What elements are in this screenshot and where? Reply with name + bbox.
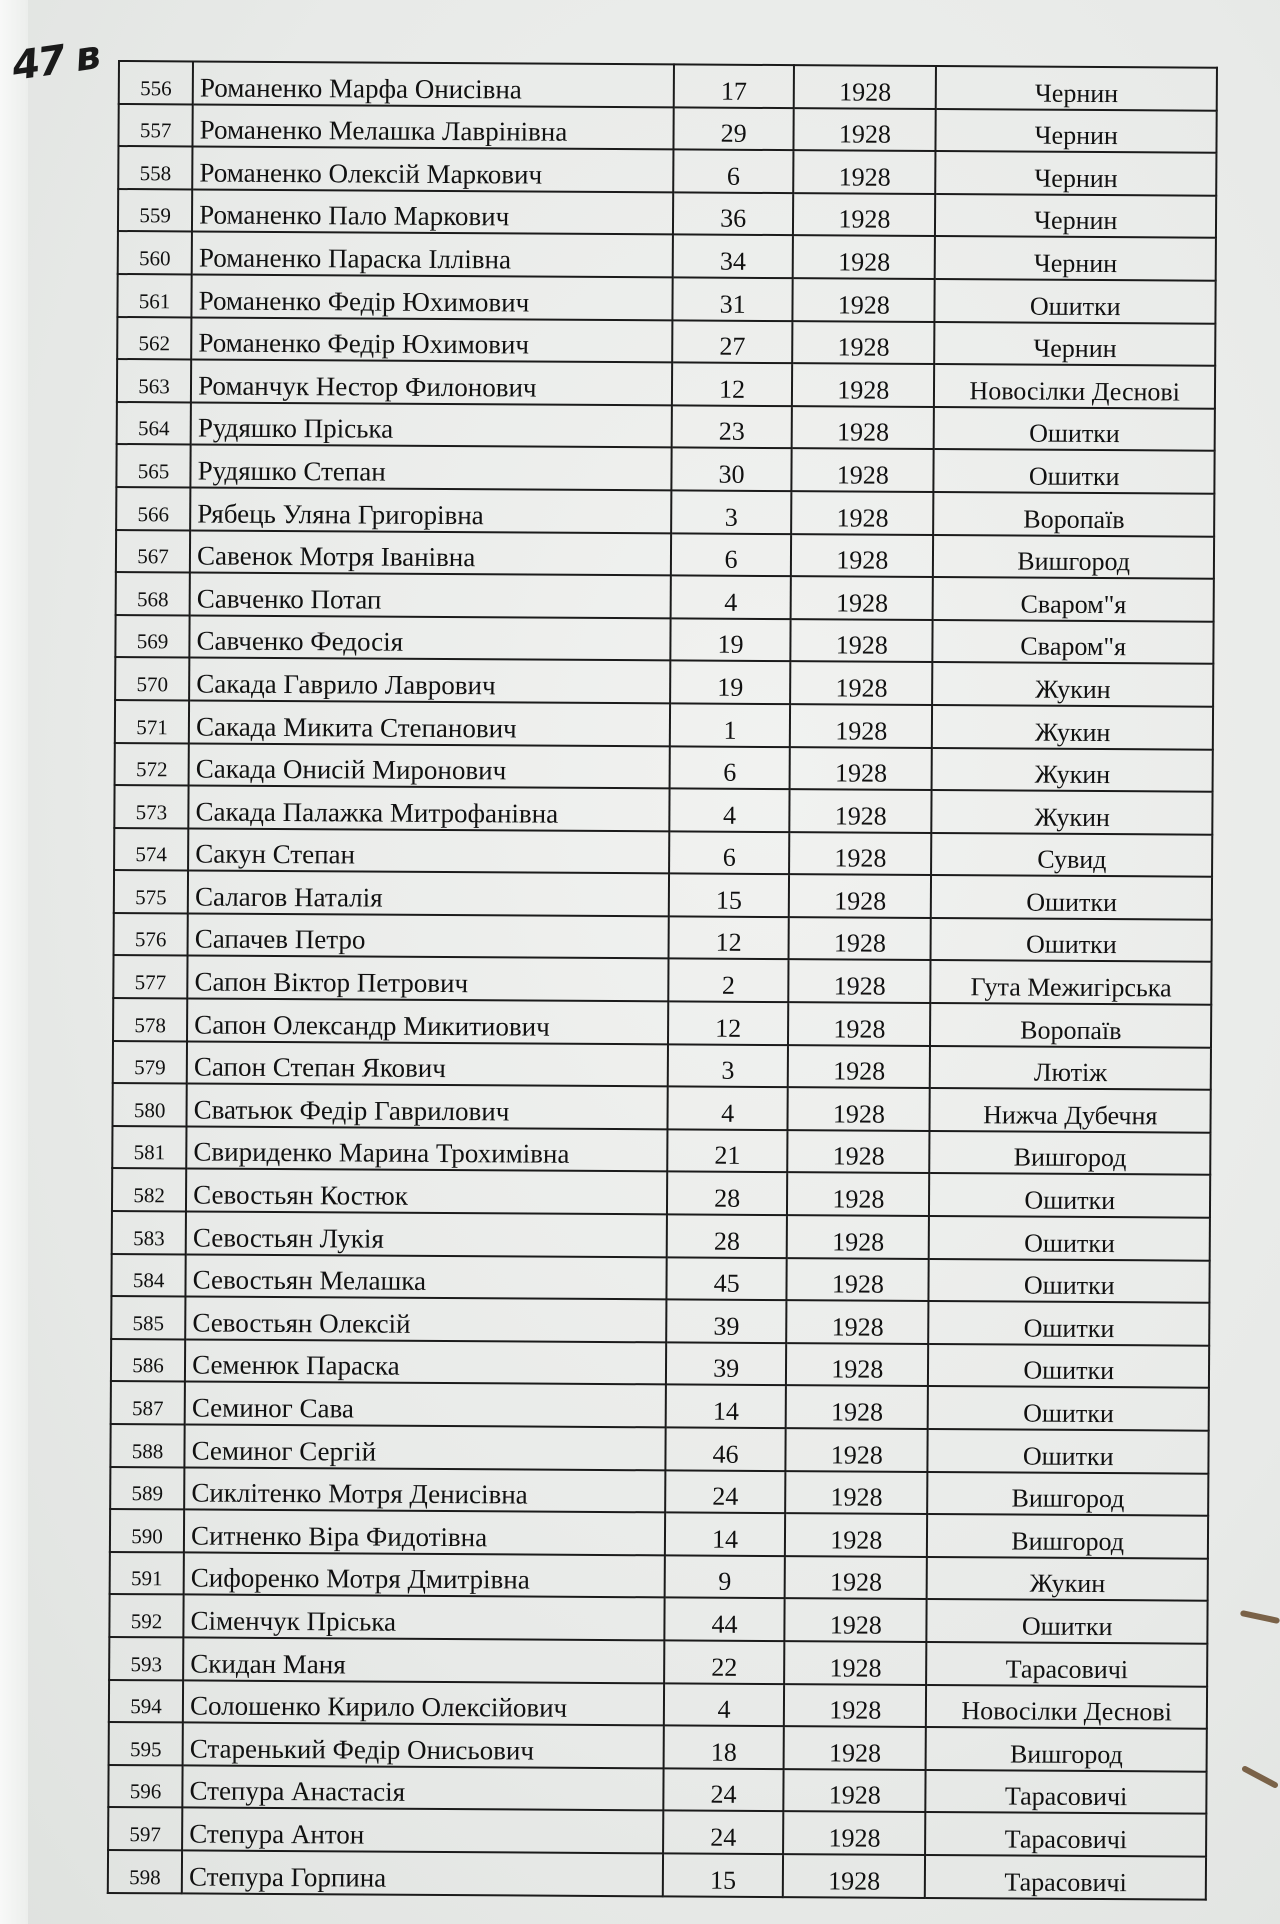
row-number: 568 <box>116 572 190 615</box>
row-number: 556 <box>119 61 193 104</box>
year-value: 1928 <box>786 1386 929 1429</box>
age-value: 3 <box>671 490 791 533</box>
year-value: 1928 <box>785 1556 928 1599</box>
year-value: 1928 <box>784 1726 927 1769</box>
village-name: Тарасовичі <box>925 1855 1206 1899</box>
row-number: 569 <box>115 615 189 658</box>
year-value: 1928 <box>785 1513 928 1556</box>
person-name: Севостьян Костюк <box>186 1169 667 1215</box>
row-number: 567 <box>116 530 190 573</box>
year-value: 1928 <box>792 448 935 491</box>
person-name: Степура Горпина <box>182 1850 663 1896</box>
age-value: 6 <box>671 533 791 576</box>
village-name: Сувид <box>932 833 1213 877</box>
table-row <box>118 104 1216 153</box>
village-name: Вишгород <box>927 1514 1208 1558</box>
person-name: Рудяшко Пріська <box>191 402 672 448</box>
row-number: 561 <box>117 274 191 317</box>
person-name: Сватьюк Федір Гаврилович <box>187 1084 668 1130</box>
village-name: Вишгород <box>926 1727 1207 1771</box>
age-value: 22 <box>664 1640 784 1683</box>
village-name: Жукин <box>932 790 1213 834</box>
year-value: 1928 <box>787 1215 930 1258</box>
age-value: 19 <box>670 618 790 661</box>
age-value: 12 <box>669 916 789 959</box>
year-value: 1928 <box>791 491 934 534</box>
table-row <box>115 615 1213 664</box>
village-name: Ошитки <box>928 1429 1209 1473</box>
age-value: 24 <box>663 1768 783 1811</box>
age-value: 6 <box>673 150 793 193</box>
person-name: Сапачев Петро <box>188 913 669 959</box>
age-value: 36 <box>673 192 793 235</box>
year-value: 1928 <box>788 1087 931 1130</box>
row-number: 560 <box>118 231 192 274</box>
table-row <box>110 1467 1208 1516</box>
person-name: Савченко Потап <box>190 573 671 619</box>
year-value: 1928 <box>790 789 933 832</box>
age-value: 24 <box>663 1811 783 1854</box>
table-row <box>113 1041 1211 1090</box>
age-value: 4 <box>669 788 789 831</box>
year-value: 1928 <box>792 363 935 406</box>
year-value: 1928 <box>793 236 936 279</box>
age-value: 45 <box>666 1257 786 1300</box>
person-name: Романенко Мелашка Лаврінівна <box>193 104 674 150</box>
person-name: Сакада Микита Степанович <box>189 700 670 746</box>
village-name: Ошитки <box>931 875 1212 919</box>
village-name: Новосілки Деснові <box>934 364 1215 408</box>
row-number: 598 <box>108 1850 182 1893</box>
person-name: Сакада Онисій Миронович <box>189 743 670 789</box>
village-name: Ошитки <box>935 279 1216 323</box>
year-value: 1928 <box>785 1471 928 1514</box>
village-name: Ошитки <box>929 1259 1210 1303</box>
age-value: 2 <box>668 959 788 1002</box>
table-row <box>115 700 1213 749</box>
person-name: Сиклітенко Мотря Денисівна <box>184 1467 665 1513</box>
age-value: 9 <box>665 1555 785 1598</box>
year-value: 1928 <box>785 1598 928 1641</box>
age-value: 28 <box>667 1214 787 1257</box>
age-value: 1 <box>670 703 790 746</box>
person-name: Романенко Марфа Онисівна <box>193 61 674 107</box>
age-value: 18 <box>664 1726 784 1769</box>
person-name: Рудяшко Степан <box>191 445 672 491</box>
age-value: 4 <box>671 576 791 619</box>
table-row <box>116 572 1214 621</box>
village-name: Ошитки <box>928 1386 1209 1430</box>
age-value: 31 <box>672 277 792 320</box>
person-name: Сифоренко Мотря Дмитрівна <box>184 1552 665 1598</box>
row-number: 559 <box>118 189 192 232</box>
village-name: Вишгород <box>928 1472 1209 1516</box>
village-name: Ошитки <box>929 1301 1210 1345</box>
row-number: 583 <box>112 1211 186 1254</box>
person-name: Севостьян Мелашка <box>186 1254 667 1300</box>
row-number: 585 <box>111 1296 185 1339</box>
table-row <box>117 317 1215 366</box>
year-value: 1928 <box>787 1258 930 1301</box>
age-value: 14 <box>665 1513 785 1556</box>
village-name: Чернин <box>935 194 1216 238</box>
table-row <box>108 1807 1206 1856</box>
age-value: 34 <box>673 235 793 278</box>
year-value: 1928 <box>790 704 933 747</box>
person-name: Сакун Степан <box>188 828 669 874</box>
village-name: Чернин <box>936 109 1217 153</box>
person-name: Скидан Маня <box>183 1637 664 1683</box>
table-row <box>115 657 1213 706</box>
table-row <box>118 231 1216 280</box>
person-name: Сакада Палажка Митрофанівна <box>188 786 669 832</box>
village-name: Жукин <box>932 705 1213 749</box>
table-row <box>112 1168 1210 1217</box>
row-number: 597 <box>108 1807 182 1850</box>
year-value: 1928 <box>794 65 937 108</box>
row-number: 581 <box>112 1126 186 1169</box>
year-value: 1928 <box>784 1769 927 1812</box>
year-value: 1928 <box>786 1343 929 1386</box>
village-name: Чернин <box>935 236 1216 280</box>
village-name: Чернин <box>936 66 1217 110</box>
age-value: 19 <box>670 661 790 704</box>
year-value: 1928 <box>794 108 937 151</box>
age-value: 29 <box>673 107 793 150</box>
person-name: Романчук Нестор Филонович <box>191 360 672 406</box>
person-name: Севостьян Олексій <box>185 1297 666 1343</box>
binding-thread-mark <box>1241 1765 1279 1789</box>
age-value: 21 <box>667 1129 787 1172</box>
village-name: Тарасовичі <box>926 1770 1207 1814</box>
village-name: Новосілки Деснові <box>926 1685 1207 1729</box>
year-value: 1928 <box>793 150 936 193</box>
year-value: 1928 <box>786 1428 929 1471</box>
row-number: 582 <box>112 1168 186 1211</box>
table-row <box>109 1680 1207 1729</box>
row-number: 594 <box>109 1680 183 1723</box>
village-name: Нижча Дубечня <box>930 1088 1211 1132</box>
table-row <box>110 1424 1208 1473</box>
village-name: Ошитки <box>929 1216 1210 1260</box>
row-number: 584 <box>111 1254 185 1297</box>
village-name: Свaром"я <box>933 577 1214 621</box>
person-name: Салагов Наталія <box>188 871 669 917</box>
person-name: Савенок Мотря Іванівна <box>190 530 671 576</box>
year-value: 1928 <box>792 321 935 364</box>
village-name: Гута Межигірська <box>931 960 1212 1004</box>
year-value: 1928 <box>787 1130 930 1173</box>
age-value: 24 <box>665 1470 785 1513</box>
village-name: Чернин <box>936 151 1217 195</box>
table-row <box>109 1637 1207 1686</box>
row-number: 572 <box>115 742 189 785</box>
year-value: 1928 <box>784 1641 927 1684</box>
village-name: Свaром"я <box>933 620 1214 664</box>
person-name: Сакада Гаврило Лаврович <box>189 658 670 704</box>
table-row <box>118 189 1216 238</box>
table-row <box>109 1722 1207 1771</box>
table-row <box>112 1211 1210 1260</box>
row-number: 565 <box>116 444 190 487</box>
age-value: 30 <box>671 448 791 491</box>
age-value: 4 <box>667 1087 787 1130</box>
row-number: 563 <box>117 359 191 402</box>
row-number: 591 <box>110 1552 184 1595</box>
table-row <box>117 359 1215 408</box>
village-name: Ошитки <box>934 407 1215 451</box>
table-row <box>110 1509 1208 1558</box>
table-row <box>118 146 1216 195</box>
age-value: 39 <box>666 1300 786 1343</box>
year-value: 1928 <box>791 576 934 619</box>
age-value: 44 <box>664 1598 784 1641</box>
year-value: 1928 <box>787 1173 930 1216</box>
year-value: 1928 <box>793 278 936 321</box>
table-row <box>111 1381 1209 1430</box>
person-name: Семиног Сава <box>185 1382 666 1428</box>
age-value: 12 <box>672 363 792 406</box>
table-row <box>110 1552 1208 1601</box>
person-name: Свириденко Марина Трохимівна <box>186 1126 667 1172</box>
person-name: Солошенко Кирило Олексійович <box>183 1680 664 1726</box>
registry-table <box>107 60 1218 1900</box>
village-name: Жукин <box>927 1557 1208 1601</box>
age-value: 46 <box>665 1427 785 1470</box>
village-name: Жукин <box>933 662 1214 706</box>
village-name: Воропаїв <box>934 492 1215 536</box>
year-value: 1928 <box>790 661 933 704</box>
row-number: 588 <box>110 1424 184 1467</box>
row-number: 577 <box>113 955 187 998</box>
year-value: 1928 <box>791 534 934 577</box>
age-value: 6 <box>669 831 789 874</box>
age-value: 6 <box>670 746 790 789</box>
village-name: Чернин <box>935 322 1216 366</box>
year-value: 1928 <box>783 1854 926 1897</box>
age-value: 27 <box>672 320 792 363</box>
person-name: Романенко Пало Маркович <box>192 189 673 235</box>
table-row <box>117 402 1215 451</box>
table-row <box>114 828 1212 877</box>
table-row <box>109 1594 1207 1643</box>
table-row <box>116 530 1214 579</box>
age-value: 17 <box>674 64 794 107</box>
year-value: 1928 <box>788 960 931 1003</box>
row-number: 570 <box>115 657 189 700</box>
age-value: 3 <box>668 1044 788 1087</box>
village-name: Вишгород <box>930 1131 1211 1175</box>
person-name: Романенко Федір Юхимович <box>191 317 672 363</box>
table-row <box>108 1765 1206 1814</box>
row-number: 574 <box>114 828 188 871</box>
person-name: Семенюк Параска <box>185 1339 666 1385</box>
village-name: Воропаїв <box>930 1003 1211 1047</box>
row-number: 557 <box>118 104 192 147</box>
row-number: 593 <box>109 1637 183 1680</box>
table-row <box>114 913 1212 962</box>
row-number: 578 <box>113 998 187 1041</box>
person-name: Сапон Степан Якович <box>187 1041 668 1087</box>
village-name: Жукин <box>932 747 1213 791</box>
row-number: 571 <box>115 700 189 743</box>
age-value: 39 <box>666 1342 786 1385</box>
year-value: 1928 <box>792 406 935 449</box>
person-name: Степура Антон <box>182 1808 663 1854</box>
year-value: 1928 <box>784 1684 927 1727</box>
row-number: 589 <box>110 1467 184 1510</box>
table-row <box>114 870 1212 919</box>
table-row <box>113 955 1211 1004</box>
table-row <box>116 444 1214 493</box>
row-number: 579 <box>113 1041 187 1084</box>
year-value: 1928 <box>789 917 932 960</box>
table-row <box>117 274 1215 323</box>
person-name: Старенький Федір Онисьович <box>183 1723 664 1769</box>
village-name: Лютіж <box>930 1046 1211 1090</box>
village-name: Ошитки <box>927 1599 1208 1643</box>
year-value: 1928 <box>789 874 932 917</box>
table-row <box>114 785 1212 834</box>
year-value: 1928 <box>791 619 934 662</box>
year-value: 1928 <box>786 1300 929 1343</box>
row-number: 575 <box>114 870 188 913</box>
registry-table-body <box>108 61 1217 1899</box>
row-number: 590 <box>110 1509 184 1552</box>
person-name: Савченко Федосія <box>189 615 670 661</box>
person-name: Сіменчук Пріська <box>183 1595 664 1641</box>
binding-thread-mark <box>1240 1610 1280 1624</box>
handwritten-folio-mark: 47 в <box>9 32 102 90</box>
village-name: Ошитки <box>929 1173 1210 1217</box>
person-name: Семиног Сергій <box>185 1424 666 1470</box>
village-name: Ошитки <box>928 1344 1209 1388</box>
age-value: 12 <box>668 1001 788 1044</box>
village-name: Тарасовичі <box>926 1812 1207 1856</box>
table-row <box>115 742 1213 791</box>
row-number: 564 <box>117 402 191 445</box>
person-name: Ситненко Віра Фидотівна <box>184 1510 665 1556</box>
table-row <box>113 998 1211 1047</box>
person-name: Романенко Федір Юхимович <box>192 274 673 320</box>
row-number: 558 <box>118 146 192 189</box>
row-number: 576 <box>114 913 188 956</box>
person-name: Степура Анастасія <box>182 1765 663 1811</box>
table-row <box>111 1339 1209 1388</box>
row-number: 566 <box>116 487 190 530</box>
age-value: 15 <box>669 874 789 917</box>
table-row <box>116 487 1214 536</box>
age-value: 15 <box>663 1853 783 1896</box>
age-value: 23 <box>672 405 792 448</box>
row-number: 587 <box>111 1381 185 1424</box>
village-name: Вишгород <box>933 535 1214 579</box>
person-name: Романенко Олексій Маркович <box>192 147 673 193</box>
person-name: Романенко Параска Іллівна <box>192 232 673 278</box>
person-name: Сапон Олександр Микитиович <box>187 999 668 1045</box>
binding-edge <box>0 0 28 1924</box>
year-value: 1928 <box>783 1811 926 1854</box>
table-row <box>119 61 1217 110</box>
village-name: Ошитки <box>931 918 1212 962</box>
table-row <box>111 1296 1209 1345</box>
age-value: 28 <box>667 1172 787 1215</box>
year-value: 1928 <box>789 832 932 875</box>
row-number: 573 <box>114 785 188 828</box>
row-number: 596 <box>108 1765 182 1808</box>
village-name: Ошитки <box>934 449 1215 493</box>
village-name: Тарасовичі <box>927 1642 1208 1686</box>
table-row <box>108 1850 1206 1899</box>
year-value: 1928 <box>790 747 933 790</box>
age-value: 14 <box>666 1385 786 1428</box>
person-name: Сапон Віктор Петрович <box>187 956 668 1002</box>
row-number: 592 <box>109 1594 183 1637</box>
year-value: 1928 <box>793 193 936 236</box>
table-row <box>112 1126 1210 1175</box>
age-value: 4 <box>664 1683 784 1726</box>
person-name: Севостьян Лукія <box>186 1211 667 1257</box>
year-value: 1928 <box>788 1002 931 1045</box>
table-row <box>112 1083 1210 1132</box>
table-row <box>111 1254 1209 1303</box>
row-number: 580 <box>112 1083 186 1126</box>
row-number: 595 <box>109 1722 183 1765</box>
person-name: Рябець Уляна Григорівна <box>190 487 671 533</box>
row-number: 562 <box>117 317 191 360</box>
row-number: 586 <box>111 1339 185 1382</box>
year-value: 1928 <box>788 1045 931 1088</box>
